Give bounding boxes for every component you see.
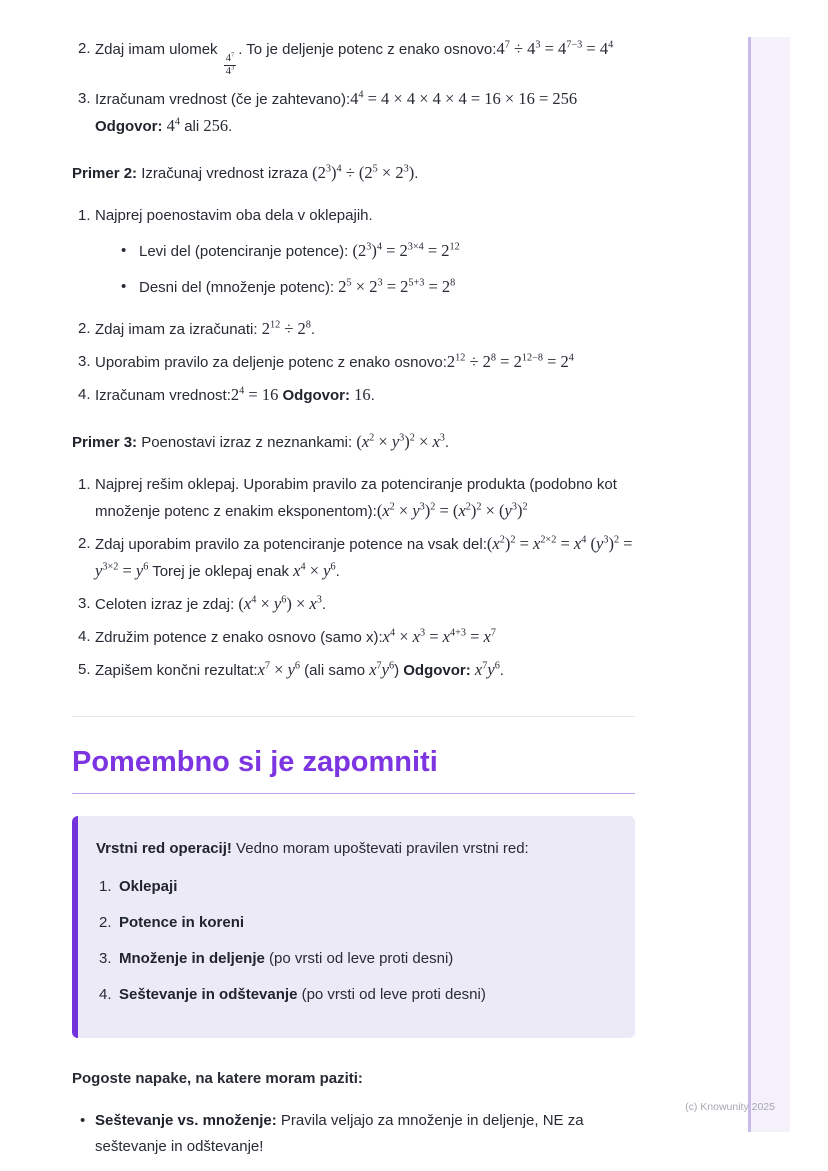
list-marker: 1. — [78, 476, 91, 494]
list-marker: 1. — [78, 207, 91, 225]
list-marker: 4. — [99, 986, 112, 1004]
document-content — [72, 36, 635, 1170]
bullet-marker: • — [121, 242, 127, 260]
list-item — [72, 86, 635, 140]
list-marker: 4. — [78, 628, 91, 646]
list-item — [99, 874, 611, 900]
mistakes-list — [72, 1108, 635, 1160]
list-marker: 2. — [78, 320, 91, 338]
list-item — [72, 591, 635, 618]
list-marker: 2. — [78, 535, 91, 553]
list-item — [72, 316, 635, 343]
bullet-item — [121, 274, 635, 301]
list-item — [72, 36, 635, 78]
list-marker: 3. — [99, 950, 112, 968]
list-item-text: Oklepaji — [119, 878, 178, 896]
bullet-item — [72, 1108, 635, 1160]
intro-list — [72, 36, 635, 140]
primer2-intro: Primer 2: Izračunaj vrednost izraza $(2^3)^4 \div (2^5 \times 2^3)$. — [72, 163, 419, 183]
list-item — [72, 624, 635, 651]
list-marker: 5. — [78, 661, 91, 679]
bullet-marker: • — [121, 278, 127, 296]
list-marker: 2. — [78, 40, 91, 57]
list-item-text — [95, 203, 635, 310]
list-item-text: Združim potence z enako osnovo (samo $x):x^4 \times x^3 = x^{4+3} = x^7$ — [95, 627, 496, 647]
list-item — [72, 203, 635, 310]
primer2-list — [72, 203, 635, 409]
mistakes-heading: Pogoste napake, na katere moram paziti: — [72, 1070, 363, 1088]
list-item — [72, 349, 635, 376]
list-marker: 3. — [78, 595, 91, 613]
bullet-item — [121, 238, 635, 265]
bullet-item-text: Levi del (potenciranje potence): $(2^3)^4 = 2^{3\times 4} = 2^{12}$ — [139, 241, 460, 261]
list-item-text: Izračunam $vrednost:2^4 = 16$ Odgovor: 16. — [95, 385, 375, 405]
bullet-item-text: Desni del (množenje potenc): $2^5 \times 2^3 = 2^{5+3} = 2^8$ — [139, 277, 456, 297]
bullet-marker: • — [80, 1112, 86, 1130]
list-item-text: Izračunam vrednost (če je $zahtevano):4^4 = 4 \times 4 \times 4 \times 4 = 16 \times 16 = 256$ Odgovor: $4^4$ ali 256. — [95, 89, 578, 136]
scrollbar-track[interactable] — [748, 37, 790, 1132]
list-item — [99, 946, 611, 972]
list-item-text: Uporabim pravilo za deljenje potenc z enako $osnovo:2^{12} \div 2^8 = 2^{12-8} = 2^4$ — [95, 352, 574, 372]
list-item — [72, 531, 635, 585]
callout-list — [99, 874, 611, 1008]
list-marker: 3. — [78, 90, 91, 108]
list-item-text: Zdaj uporabim pravilo za potenciranje potence na vsak $del:(x^2)^2 = x^{2\times 2} = x^4$ $(y^3)^2 = y^{3\times 2} = y^6$ Torej je oklepaj enak $x^4 \times y^6$. — [95, 534, 633, 581]
important-callout — [72, 816, 635, 1038]
primer3-list — [72, 472, 635, 684]
list-item-text: Potence in koreni — [119, 914, 245, 932]
bullet-item-text: Seštevanje vs. množenje: Pravila veljajo za množenje in deljenje, NE za seštevanje in odštevanje! — [95, 1112, 584, 1156]
list-marker: 3. — [78, 353, 91, 371]
list-marker: 1. — [99, 878, 112, 896]
list-item — [72, 472, 635, 525]
list-item — [99, 982, 611, 1008]
list-marker: 4. — [78, 386, 91, 404]
list-item — [72, 382, 635, 409]
list-item-line: Najprej poenostavim oba dela v oklepajih. — [95, 207, 373, 225]
list-item — [72, 657, 635, 684]
primer3-intro: Primer 3: Poenostavi izraz z neznankami: $(x^2 \times y^3)^2 \times x^3$. — [72, 432, 450, 452]
callout-intro: Vrstni red operacij! Vedno moram upoštevati pravilen vrstni red: — [96, 840, 529, 858]
list-item-text: Zapišem končni $rezultat:x^7 \times y^6$ (ali samo $x^7y^6$) Odgovor: $x^7y^6$. — [95, 660, 504, 680]
section-title: Pomembno si je zapomniti — [72, 745, 635, 794]
nested-bullet-list — [121, 238, 635, 301]
list-item-text: Zdaj imam ulomek $\frac{4^7}{4^3}$ . To je deljenje potenc z enako $osnovo:4^7 \div 4^3 = 4^{7-3} = 4^4$ — [95, 39, 614, 78]
list-item-text: Seštevanje in odštevanje (po vrsti od leve proti desni) — [119, 986, 486, 1004]
section-divider — [72, 716, 635, 717]
list-item-text: Celoten izraz je zdaj: $(x^4 \times y^6) \times x^3$. — [95, 594, 327, 614]
list-item-text: Množenje in deljenje (po vrsti od leve proti desni) — [119, 950, 454, 968]
list-item — [99, 910, 611, 936]
copyright-text: (c) Knowunity 2025 — [685, 1101, 775, 1113]
list-marker: 2. — [99, 914, 112, 932]
list-item-text: Zdaj imam za izračunati: $2^{12} \div 2^8$. — [95, 319, 316, 339]
list-item-text: Najprej rešim oklepaj. Uporabim pravilo za potenciranje produkta (podobno kot množenje potenc z enakim $eksponentom):(x^2 \times y^3)^2 = (x^2)^2 \times (y^3)^2$ — [95, 476, 617, 521]
